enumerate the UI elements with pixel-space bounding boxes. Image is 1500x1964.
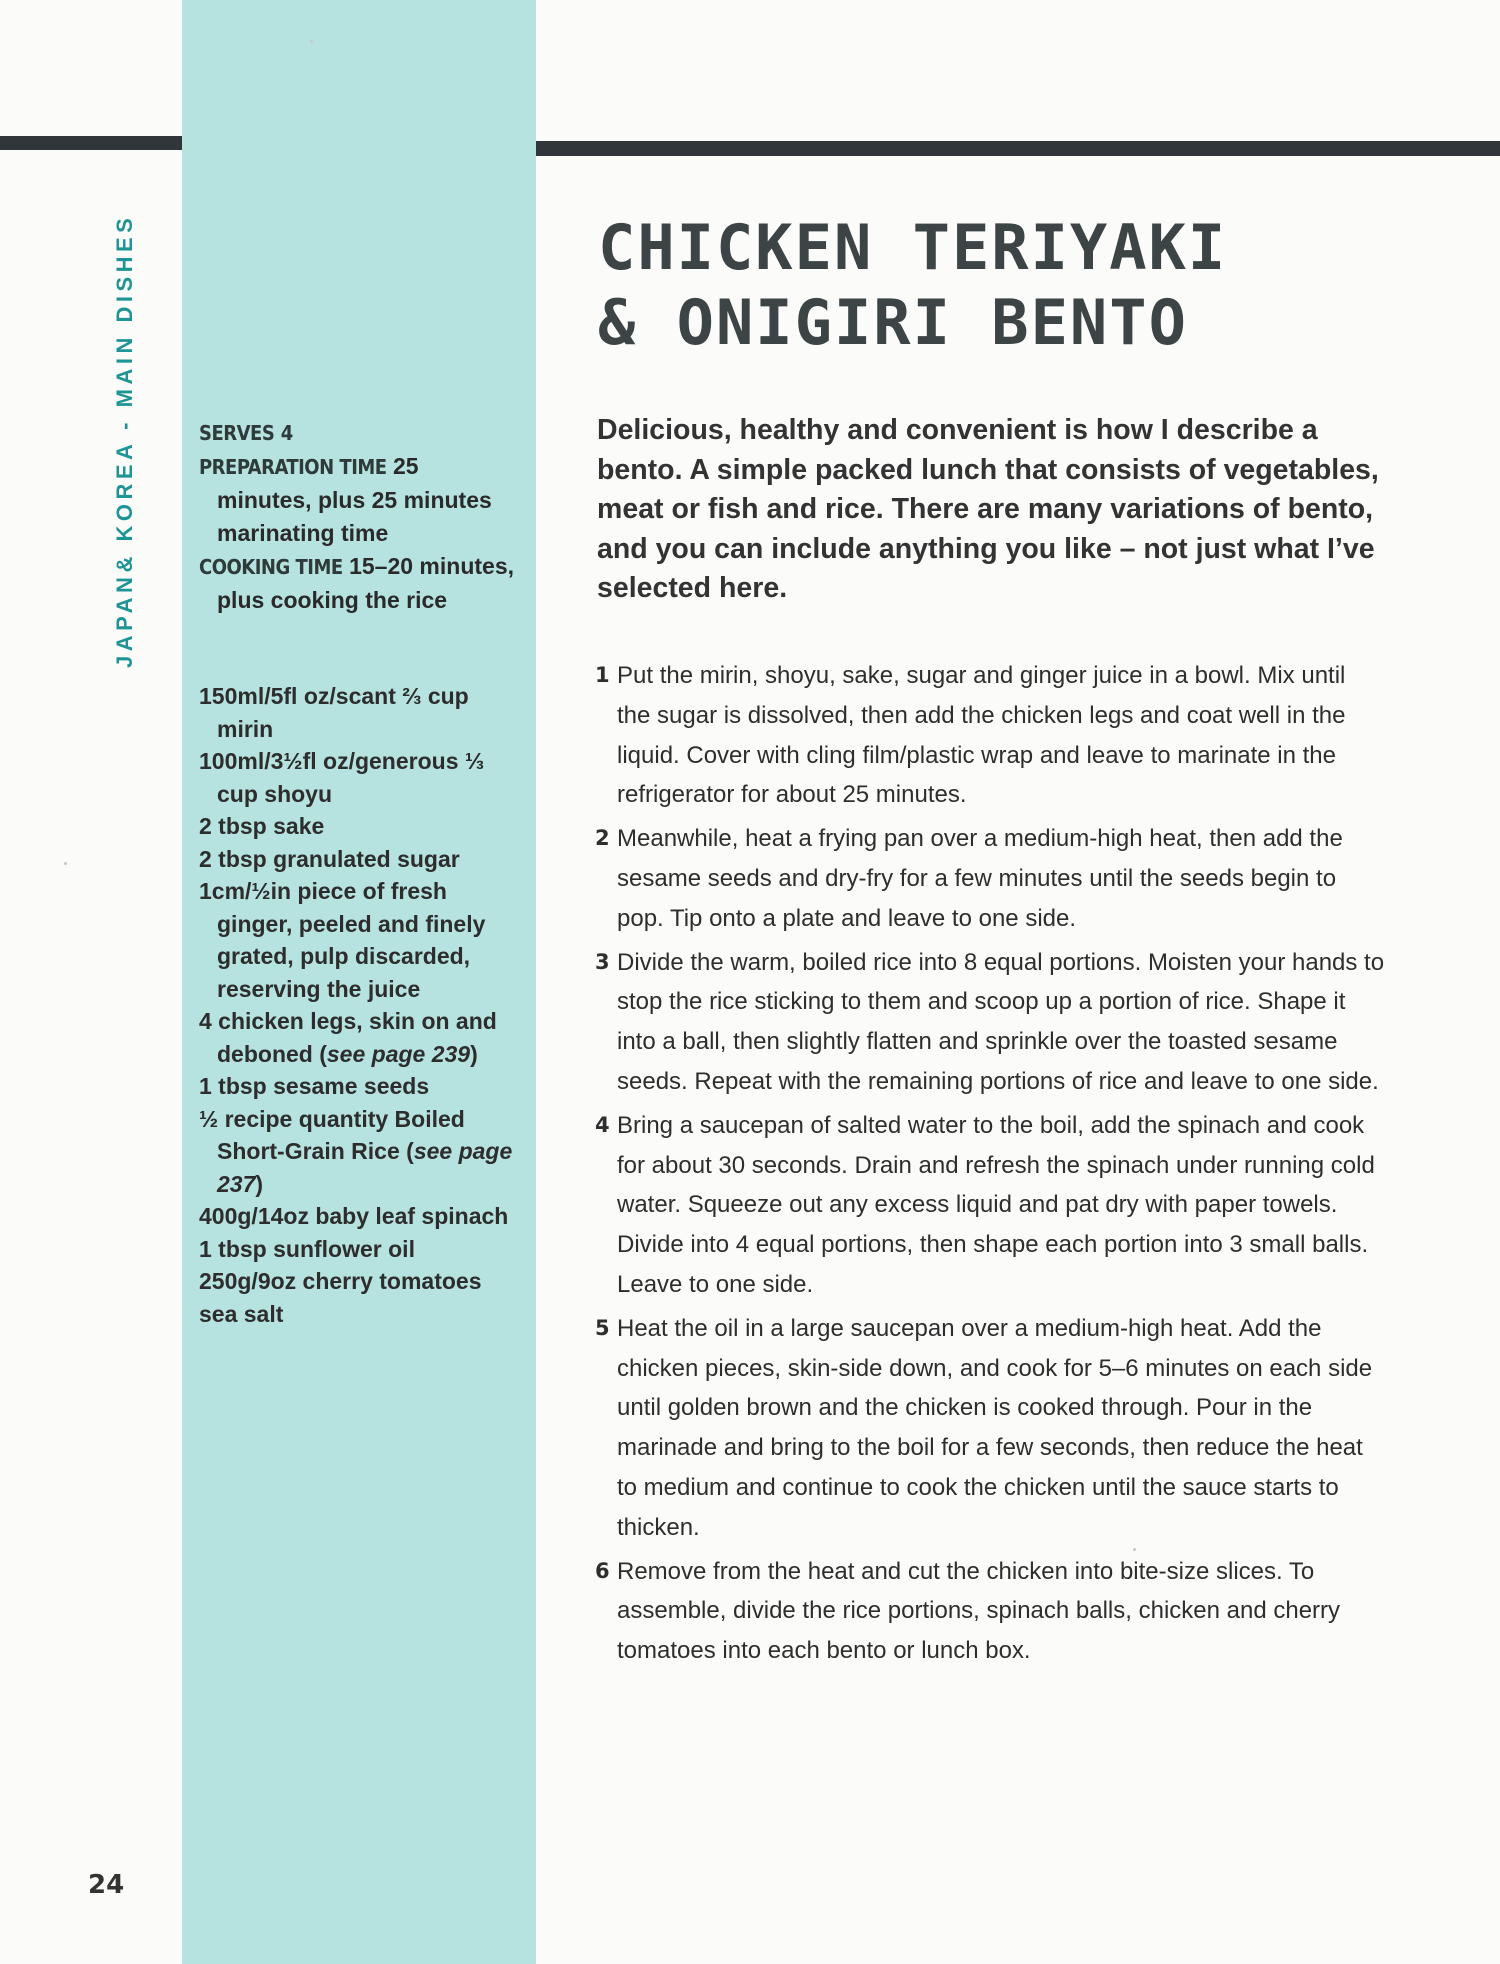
ingredient-text-end: )	[255, 1170, 264, 1197]
method-step	[595, 1106, 1385, 1305]
ingredient-text: sea salt	[199, 1300, 284, 1327]
ingredient-item	[199, 1103, 519, 1201]
prep-time-value: 25 minutes, plus 25 minutes marinating time	[217, 453, 492, 546]
method-step	[595, 1552, 1385, 1671]
recipe-meta	[199, 416, 519, 617]
ingredient-text: 100ml/3½fl oz/generous ⅓ cup shoyu	[199, 748, 485, 807]
recipe-title	[598, 210, 1418, 360]
step-number: 6	[595, 1558, 610, 1583]
serves-row	[199, 416, 519, 450]
step-number: 5	[595, 1315, 610, 1340]
step-text: Heat the oil in a large saucepan over a medium-high heat. Add the chicken pieces, skin-side down, and cook for 5–6 minutes on each side until golden brown and the chicken is cooked through. Pour in the marinade and bring to the boil for a few seconds, then reduce the heat to medium and continue to cook the chicken until the sauce starts to thicken.	[617, 1314, 1373, 1541]
ingredient-text: 250g/9oz cherry tomatoes	[199, 1268, 482, 1294]
ingredient-text: ½ recipe quantity Boiled Short-Grain Rice (	[199, 1105, 465, 1164]
paper-speck	[64, 862, 67, 865]
ingredient-text: 150ml/5fl oz/scant ⅔ cup mirin	[199, 683, 469, 742]
title-line-1: CHICKEN TERIYAKI	[598, 211, 1228, 284]
step-number: 1	[595, 663, 610, 687]
ingredient-item	[199, 1298, 519, 1331]
step-number: 4	[595, 1112, 610, 1137]
ingredient-page-ref: see page 237	[217, 1138, 513, 1197]
prep-time-label: PREPARATION TIME	[199, 455, 387, 479]
prep-time-row	[199, 450, 519, 550]
page-number: 24	[88, 1870, 125, 1900]
ingredient-text: 2 tbsp sake	[199, 813, 325, 839]
step-text: Remove from the heat and cut the chicken into bite-size slices. To assemble, divide the rice portions, spinach balls, chicken and cherry tomatoes into each bento or lunch box.	[617, 1557, 1341, 1665]
ingredient-item	[199, 1005, 519, 1070]
ingredient-page-ref: see page 239	[326, 1040, 471, 1067]
ingredient-text: 2 tbsp granulated sugar	[199, 845, 460, 872]
step-text: Put the mirin, shoyu, sake, sugar and ginger juice in a bowl. Mix until the sugar is dissolved, then add the chicken legs and coat well in the liquid. Cover with cling film/plastic wrap and leave to marinate in the refrigerator for about 25 minutes.	[617, 662, 1346, 809]
serves-value: 4	[280, 421, 293, 445]
ingredient-text: 1 tbsp sunflower oil	[199, 1235, 415, 1262]
ingredient-text: 4 chicken legs, skin on and deboned (	[199, 1008, 497, 1067]
ingredient-item	[199, 745, 519, 810]
cook-time-row	[199, 550, 519, 617]
ingredient-text: 1cm/½in piece of fresh ginger, peeled and finely grated, pulp discarded, reserving the juice	[199, 878, 486, 1002]
cook-time-label: COOKING TIME	[199, 555, 343, 579]
ingredient-text: 1 tbsp sesame seeds	[199, 1073, 430, 1099]
title-line-2: & ONIGIRI BENTO	[598, 286, 1188, 359]
method-step	[595, 1309, 1385, 1548]
ingredient-item	[199, 1070, 519, 1103]
paper-speck	[1133, 1548, 1136, 1551]
ingredient-list	[199, 680, 519, 1330]
ingredient-item	[199, 843, 519, 876]
cook-time-value: 15–20 minutes, plus cooking the rice	[217, 553, 514, 613]
paper-speck	[310, 40, 313, 43]
ingredient-item	[199, 680, 519, 745]
ingredient-item	[199, 1200, 519, 1233]
step-text: Divide the warm, boiled rice into 8 equal portions. Moisten your hands to stop the rice sticking to them and scoop up a portion of rice. Shape it into a ball, then slightly flatten and sprinkle over the toasted sesame seeds. Repeat with the remaining portions of rice and leave to one side.	[617, 948, 1385, 1095]
header-rule-right	[536, 141, 1500, 156]
header-rule-left	[0, 136, 182, 150]
intro-paragraph: Delicious, healthy and convenient is how I describe a bento. A simple packed lunch that consists of vegetables, meat or fish and rice. There are many variations of bento, and you can include anything you like – not just what I’ve selected here.	[597, 414, 1379, 604]
method-steps	[595, 656, 1385, 1675]
step-number: 3	[595, 949, 610, 974]
method-step	[595, 819, 1385, 938]
ingredient-item	[199, 1265, 519, 1298]
ingredient-text-end: )	[470, 1040, 478, 1067]
ingredient-text: 400g/14oz baby leaf spinach	[199, 1203, 509, 1229]
step-number: 2	[595, 826, 610, 851]
serves-label: SERVES	[199, 421, 275, 445]
step-text: Meanwhile, heat a frying pan over a medium-high heat, then add the sesame seeds and dry-fry for a few minutes until the seeds begin to pop. Tip onto a plate and leave to one side.	[617, 825, 1343, 932]
method-step	[595, 943, 1385, 1102]
ingredient-item	[199, 875, 519, 1005]
ingredient-item	[199, 1233, 519, 1266]
method-step	[595, 656, 1385, 815]
step-text: Bring a saucepan of salted water to the boil, add the spinach and cook for about 30 seconds. Drain and refresh the spinach under running cold water. Squeeze out any excess liquid and pat dry with paper towels. Divide into 4 equal portions, then shape each portion into 3 small balls. Leave to one side.	[617, 1111, 1375, 1298]
ingredient-item	[199, 810, 519, 843]
section-label: JAPAN& KOREA - MAIN DISHES	[112, 213, 137, 668]
